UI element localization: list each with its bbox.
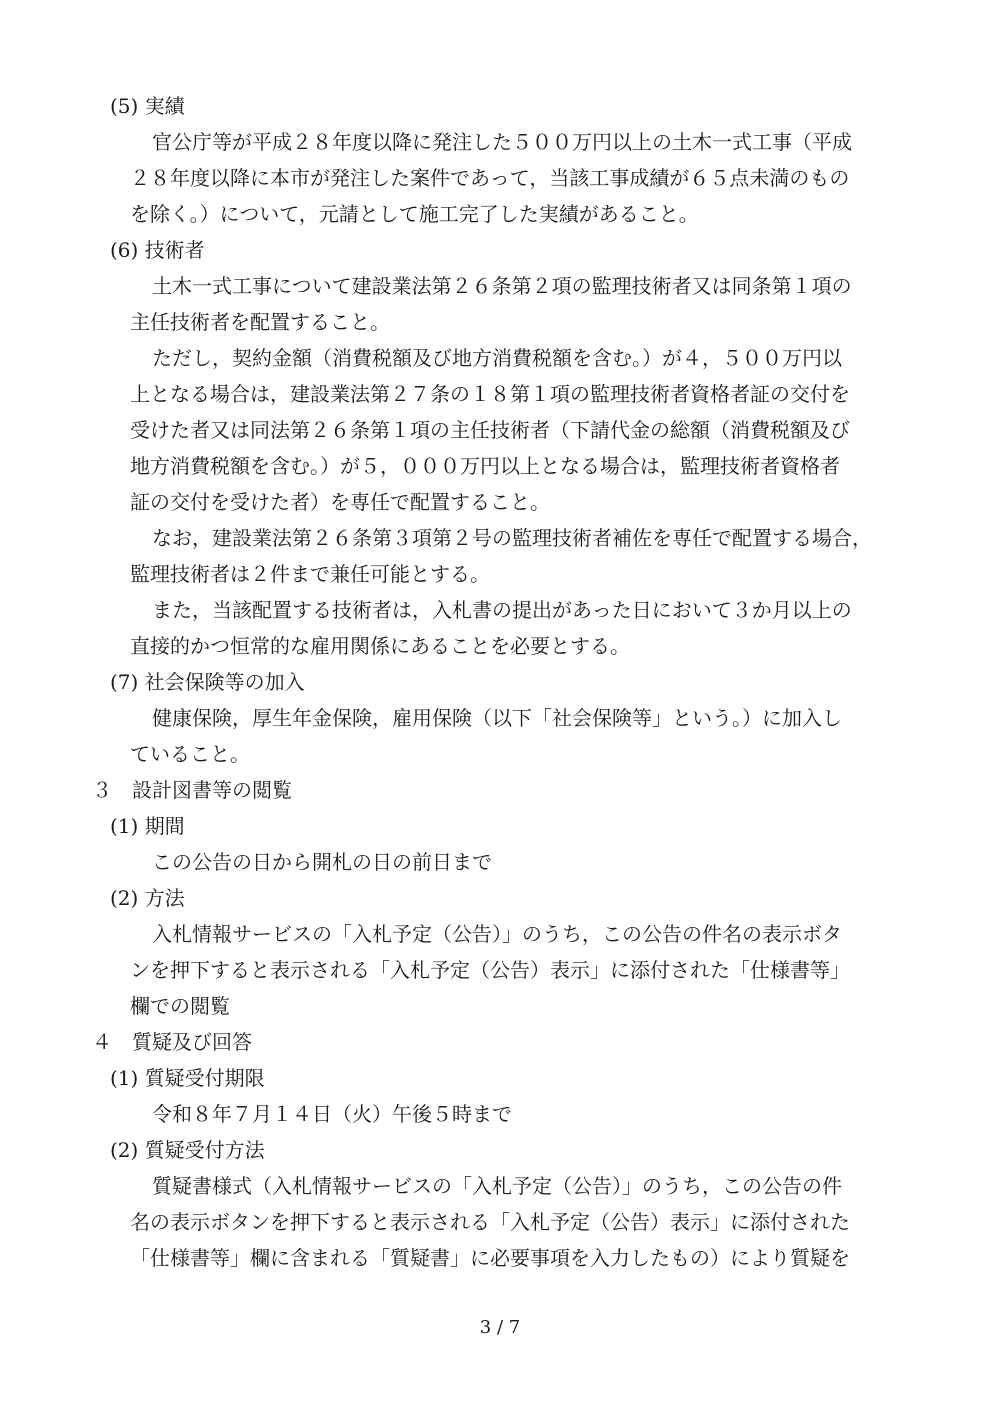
subsection-heading-2: (2) 質疑受付方法	[110, 1138, 265, 1162]
body-text-line: ていること。	[130, 742, 250, 766]
page-number: 3 / 7	[479, 1317, 521, 1338]
body-text-line: 健康保険，厚生年金保険，雇用保険（以下「社会保険等」という。）に加入し	[152, 706, 842, 730]
subsection-heading-5: (5) 実績	[110, 94, 185, 118]
subsection-heading-1: (1) 期間	[110, 814, 185, 838]
body-text-line: 官公庁等が平成２８年度以降に発注した５００万円以上の土木一式工事（平成	[152, 130, 852, 154]
body-text-line: 質疑書様式（入札情報サービスの「入札予定（公告）」のうち，この公告の件	[152, 1174, 842, 1198]
subsection-heading-6: (6) 技術者	[110, 238, 205, 262]
body-text-line: を除く。）について，元請として施工完了した実績があること。	[130, 202, 699, 226]
subsection-heading-2: (2) 方法	[110, 886, 185, 910]
body-text-line: 上となる場合は，建設業法第２７条の１８第１項の監理技術者資格者証の交付を	[130, 382, 850, 406]
body-text-line: 欄での閲覧	[130, 994, 230, 1018]
body-text-line: 地方消費税額を含む。）が５，０００万円以上となる場合は，監理技術者資格者	[130, 454, 840, 478]
body-text-line: この公告の日から開札の日の前日まで	[152, 850, 492, 874]
body-text-line: 主任技術者を配置すること。	[130, 310, 390, 334]
section-heading-4: ４ 質疑及び回答	[92, 1030, 252, 1054]
body-text-line: ただし，契約金額（消費税額及び地方消費税額を含む。）が４，５００万円以	[152, 346, 842, 370]
body-text-line: 証の交付を受けた者）を専任で配置すること。	[130, 490, 550, 514]
body-text-line: 直接的かつ恒常的な雇用関係にあることを必要とする。	[130, 634, 630, 658]
body-text-line: 受けた者又は同法第２６条第１項の主任技術者（下請代金の総額（消費税額及び	[130, 418, 850, 442]
body-text-line: 「仕様書等」欄に含まれる「質疑書」に必要事項を入力したもの）により質疑を	[130, 1246, 850, 1270]
subsection-heading-1: (1) 質疑受付期限	[110, 1066, 265, 1090]
body-text-line: 令和８年７月１４日（火）午後５時まで	[152, 1102, 512, 1126]
body-text-line: なお，建設業法第２６条第３項第２号の監理技術者補佐を専任で配置する場合，	[152, 526, 872, 550]
body-text-line: 入札情報サービスの「入札予定（公告）」のうち，この公告の件名の表示ボタ	[152, 922, 842, 946]
body-text-line: 名の表示ボタンを押下すると表示される「入札予定（公告）表示」に添付された	[130, 1210, 850, 1234]
body-text-line: ２８年度以降に本市が発注した案件であって，当該工事成績が６５点未満のもの	[130, 166, 850, 190]
subsection-heading-7: (7) 社会保険等の加入	[110, 670, 305, 694]
section-heading-3: ３ 設計図書等の閲覧	[92, 778, 292, 802]
body-text-line: 土木一式工事について建設業法第２６条第２項の監理技術者又は同条第１項の	[152, 274, 852, 298]
body-text-line: ンを押下すると表示される「入札予定（公告）表示」に添付された「仕様書等」	[130, 958, 850, 982]
body-text-line: 監理技術者は２件まで兼任可能とする。	[130, 562, 490, 586]
body-text-line: また，当該配置する技術者は，入札書の提出があった日において３か月以上の	[152, 598, 852, 622]
